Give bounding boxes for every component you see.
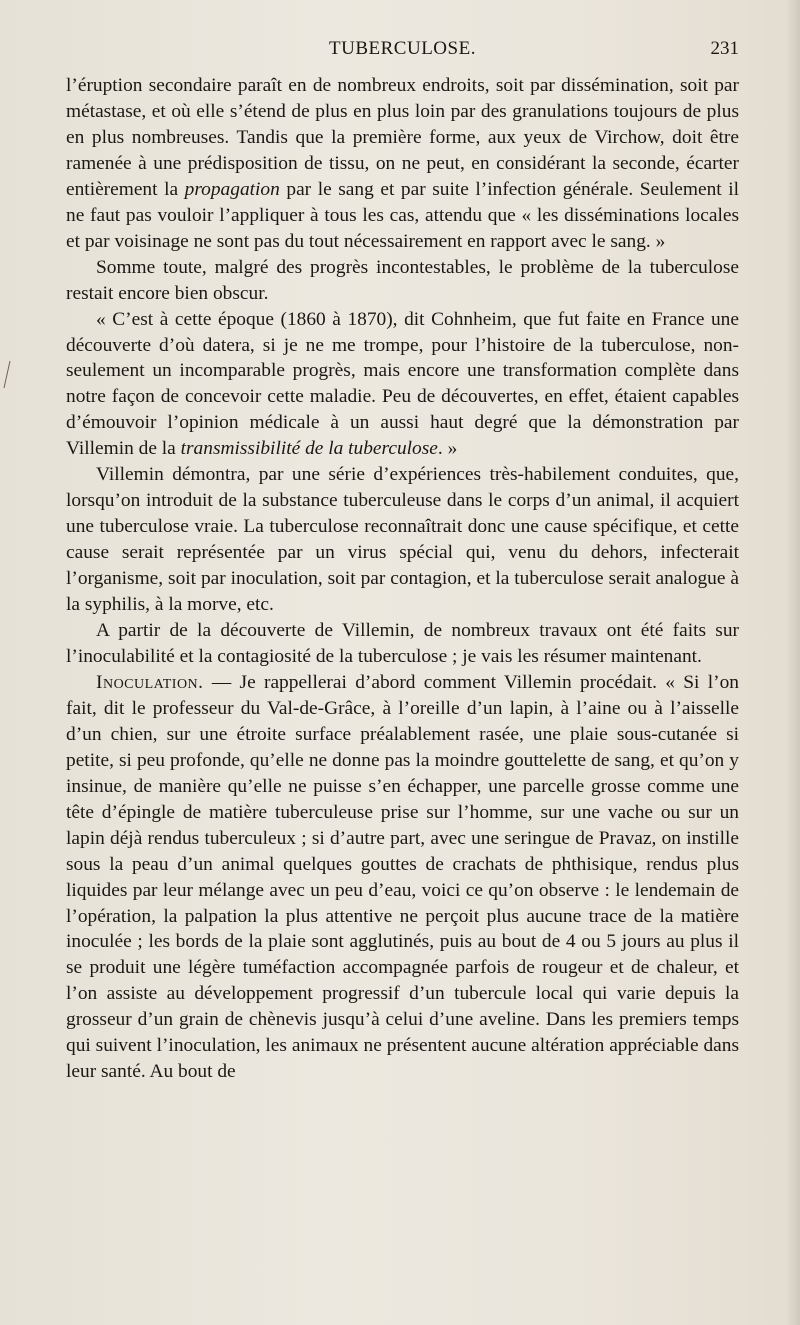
paragraph-text: par le sang et par suite l’infection générale. Seulement il ne faut pas vouloir l’appliquer à tous les cas, attendu que « les disséminations locales et par voisinage ne sont pas du tout nécessairement en rapport avec le sang. » [66,178,739,252]
section-heading: Inoculation. [96,671,204,693]
italic-text: transmissibilité de la tuberculose [180,438,438,460]
page-header [66,38,739,64]
page-edge-shadow [786,0,800,1325]
paragraph [66,307,739,463]
paragraph [66,670,739,1085]
margin-pencil-mark [2,360,12,390]
paragraph [66,73,739,255]
paragraph-text: — Je rappellerai d’abord comment Villemin procédait. « Si l’on fait, dit le professeur du Val-de-Grâce, à l’oreille d’un lapin, à l’aine ou à l’aisselle d’un chien, sur une étroite surface préalablement rasée, une plaie sous-cutanée si petite, si peu profonde, qu’elle ne donne pas la moindre gouttelette de sang, et qu’on y insinue, de manière qu’elle ne puisse s’en échapper, une parcelle grosse comme une tête d’épingle de matière tuberculeuse prise sur l’homme, sur une vache ou sur un lapin déjà rendus tuberculeux ; si d’autre part, avec une seringue de Pravaz, on instille sous la peau d’un animal quelques gouttes de crachats de phthisique, rendus plus liquides par leur mélange avec un peu d’eau, voici ce qu’on observe : le lendemain de l’opération, la palpation la plus attentive ne perçoit plus aucune trace de la matière inoculée ; les bords de la plaie sont agglutinés, puis au bout de 4 ou 5 jours au plus il se produit une légère tuméfaction accompagnée parfois de rougeur et de chaleur, et l’on assiste au développement progressif d’un tubercule local qui varie depuis la grosseur d’un grain de chènevis jusqu’à celui d’une aveline. Dans les premiers temps qui suivent l’inoculation, les animaux ne présentent aucune altération appréciable dans leur santé. Au bout de [66,671,739,1083]
paragraph-text: l’éruption secondaire paraît en de nombreux endroits, soit par dissémination, soit par métastase, et où elle s’étend de plus en plus loin par des granulations toujours de plus en plus nombreuses. Tandis que la première forme, aux yeux de Virchow, doit être ramenée à une prédisposition de tissu, on ne peut, en considérant la seconde, écarter entièrement la [66,75,739,200]
paragraph [66,618,739,670]
body-text [66,73,739,1085]
page-number: 231 [710,38,739,59]
paragraph-text: « C’est à cette époque (1860 à 1870), dit Cohnheim, que fut faite en France une découverte d’où datera, si je ne me trompe, pour l’histoire de la tuberculose, non-seulement un incomparable progrès, mais encore une transformation complète dans notre façon de concevoir cette maladie. Peu de découvertes, en effet, étaient capables d’émouvoir l’opinion médicale à un aussi haut degré que la démonstration par Villemin de la [66,308,739,460]
paragraph-text: Villemin démontra, par une série d’expériences très-habilement conduites, que, lorsqu’on introduit de la substance tuberculeuse dans le corps d’un animal, il acquiert une tuberculose vraie. La tuberculose reconnaîtrait donc une cause spécifique, et cette cause serait représentée par un virus spécial qui, venu du dehors, infecterait l’organisme, soit par inoculation, soit par contagion, et la tuberculose serait analogue à la syphilis, à la morve, etc. [66,464,739,616]
paragraph-text: . » [437,438,458,460]
paragraph-text: Somme toute, malgré des progrès incontestables, le problème de la tuberculose restait encore bien obscur. [66,256,739,304]
paragraph [66,462,739,618]
paragraph [66,255,739,307]
running-title: TUBERCULOSE. [329,38,476,59]
italic-text: propagation [184,178,280,200]
paragraph-text: A partir de la découverte de Villemin, de nombreux travaux ont été faits sur l’inoculabilité et la contagiosité de la tuberculose ; je vais les résumer maintenant. [66,620,739,667]
